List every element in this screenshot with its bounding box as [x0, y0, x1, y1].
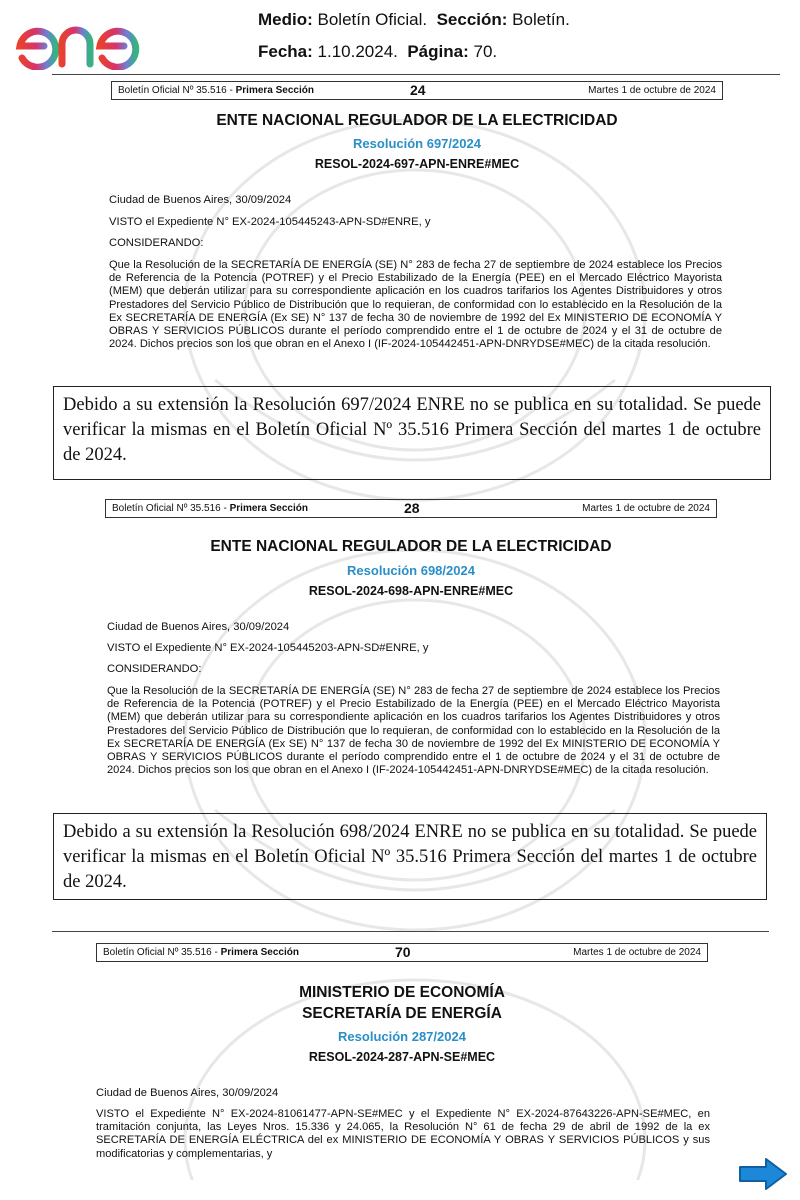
strip-date: Martes 1 de octubre de 2024 — [582, 503, 710, 514]
seccion-value: Boletín. — [512, 10, 570, 29]
organization-title: ENTE NACIONAL REGULADOR DE LA ELECTRICIDAD — [216, 112, 618, 129]
strip-page-number: 28 — [404, 500, 420, 516]
ministry-title: MINISTERIO DE ECONOMÍA — [299, 984, 505, 1001]
strip-left: Boletín Oficial Nº 35.516 - — [118, 85, 236, 96]
pagina-label: Página: — [407, 42, 469, 61]
omission-note: Debido a su extensión la Resolución 698/2024 ENRE no se publica en su totalidad. Se puede verificar la mismas en el Boletín Oficial Nº 35.516 Primera Sección del martes 1 de octubre de 2024. — [53, 813, 767, 900]
strip-left: Boletín Oficial Nº 35.516 - — [112, 503, 230, 514]
gazette-header-strip — [105, 499, 717, 518]
enel-logo — [14, 6, 179, 70]
strip-section: Primera Sección — [220, 947, 299, 958]
seccion-label: Sección: — [436, 10, 508, 29]
organization-title: ENTE NACIONAL REGULADOR DE LA ELECTRICIDAD — [210, 538, 612, 555]
medio-label: Medio: — [258, 10, 313, 29]
visto-line: VISTO el Expediente N° EX-2024-105445203-APN-SD#ENRE, y — [107, 642, 429, 654]
city-date: Ciudad de Buenos Aires, 30/09/2024 — [96, 1087, 279, 1099]
section-divider — [52, 931, 769, 932]
gazette-header-strip — [111, 81, 723, 100]
resolution-code: RESOL-2024-287-APN-SE#MEC — [308, 1050, 496, 1064]
resolution-number: Resolución 697/2024 — [353, 136, 481, 151]
resolution-number: Resolución 287/2024 — [338, 1029, 466, 1044]
fecha-label: Fecha: — [258, 42, 313, 61]
strip-date: Martes 1 de octubre de 2024 — [573, 947, 701, 958]
visto-line: VISTO el Expediente N° EX-2024-105445243-APN-SD#ENRE, y — [109, 216, 431, 228]
header-divider — [52, 74, 780, 75]
resolution-code: RESOL-2024-698-APN-ENRE#MEC — [308, 584, 514, 598]
considerando-label: CONSIDERANDO: — [107, 663, 202, 675]
strip-date: Martes 1 de octubre de 2024 — [588, 85, 716, 96]
resolution-body: Que la Resolución de la SECRETARÍA DE ENERGÍA (SE) N° 283 de fecha 27 de septiembre de 2024 establece los Precios de Referencia de la Potencia (POTREF) y el Precio Estabilizado de la Energía (PEE) en el Mercado Eléctrico Mayorista (MEM) que deberán utilizar para su correspondiente aplicación en los cuadros tarifarios los Agentes Distribuidores y otros Prestadores del Servicio Público de Distribución que lo requieran, de conformidad con lo establecido en la Resolución de la Ex SECRETARÍA DE ENERGÍA (Ex SE) N° 137 de fecha 30 de noviembre de 1992 del Ex MINISTERIO DE ECONOMÍA Y OBRAS Y SERVICIOS PÚBLICOS durante el período comprendido entre el 1 de octubre de 2024 y el 31 de octubre de 2024. Dichos precios son los que obran en el Anexo I (IF-2024-105442451-APN-DNRYDSE#MEC) de la citada resolución. — [107, 685, 720, 777]
strip-section: Primera Sección — [229, 503, 308, 514]
header-fecha-pagina — [258, 42, 497, 62]
resolution-number: Resolución 698/2024 — [347, 563, 475, 578]
resolution-code: RESOL-2024-697-APN-ENRE#MEC — [314, 157, 520, 171]
city-date: Ciudad de Buenos Aires, 30/09/2024 — [109, 194, 292, 206]
strip-left: Boletín Oficial Nº 35.516 - — [103, 947, 221, 958]
city-date: Ciudad de Buenos Aires, 30/09/2024 — [107, 621, 290, 633]
secretariat-title: SECRETARÍA DE ENERGÍA — [302, 1005, 502, 1022]
gazette-header-strip — [96, 943, 708, 962]
resolution-body: VISTO el Expediente N° EX-2024-81061477-APN-SE#MEC y el Expediente N° EX-2024-87643226-APN-SE#MEC, en tramitación conjunta, las Leyes Nros. 15.336 y 24.065, la Resolución N° 61 de fecha 29 de abril de 1992 de la ex SECRETARÍA DE ENERGÍA ELÉCTRICA del ex MINISTERIO DE ECONOMÍA Y OBRAS Y SERVICIOS PÚBLICOS y sus modificatorias y complementarias, y — [96, 1108, 710, 1160]
strip-page-number: 24 — [410, 82, 426, 98]
fecha-value: 1.10.2024. — [317, 42, 398, 61]
arrow-right-icon[interactable] — [738, 1156, 788, 1192]
strip-page-number: 70 — [395, 944, 411, 960]
resolution-body: Que la Resolución de la SECRETARÍA DE ENERGÍA (SE) N° 283 de fecha 27 de septiembre de 2024 establece los Precios de Referencia de la Potencia (POTREF) y el Precio Estabilizado de la Energía (PEE) en el Mercado Eléctrico Mayorista (MEM) que deberán utilizar para su correspondiente aplicación en los cuadros tarifarios los Agentes Distribuidores y otros Prestadores del Servicio Público de Distribución que lo requieran, de conformidad con lo establecido en la Resolución de la Ex SECRETARÍA DE ENERGÍA (Ex SE) N° 137 de fecha 30 de noviembre de 1992 del Ex MINISTERIO DE ECONOMÍA Y OBRAS Y SERVICIOS PÚBLICOS durante el período comprendido entre el 1 de octubre de 2024 y el 31 de octubre de 2024. Dichos precios son los que obran en el Anexo I (IF-2024-105442451-APN-DNRYDSE#MEC) de la citada resolución. — [109, 259, 722, 351]
considerando-label: CONSIDERANDO: — [109, 237, 204, 249]
header-medio-seccion — [258, 10, 570, 30]
strip-section: Primera Sección — [235, 85, 314, 96]
medio-value: Boletín Oficial. — [317, 10, 428, 29]
omission-note: Debido a su extensión la Resolución 697/2024 ENRE no se publica en su totalidad. Se puede verificar la mismas en el Boletín Oficial Nº 35.516 Primera Sección del martes 1 de octubre de 2024. — [53, 386, 771, 480]
pagina-value: 70. — [473, 42, 498, 61]
